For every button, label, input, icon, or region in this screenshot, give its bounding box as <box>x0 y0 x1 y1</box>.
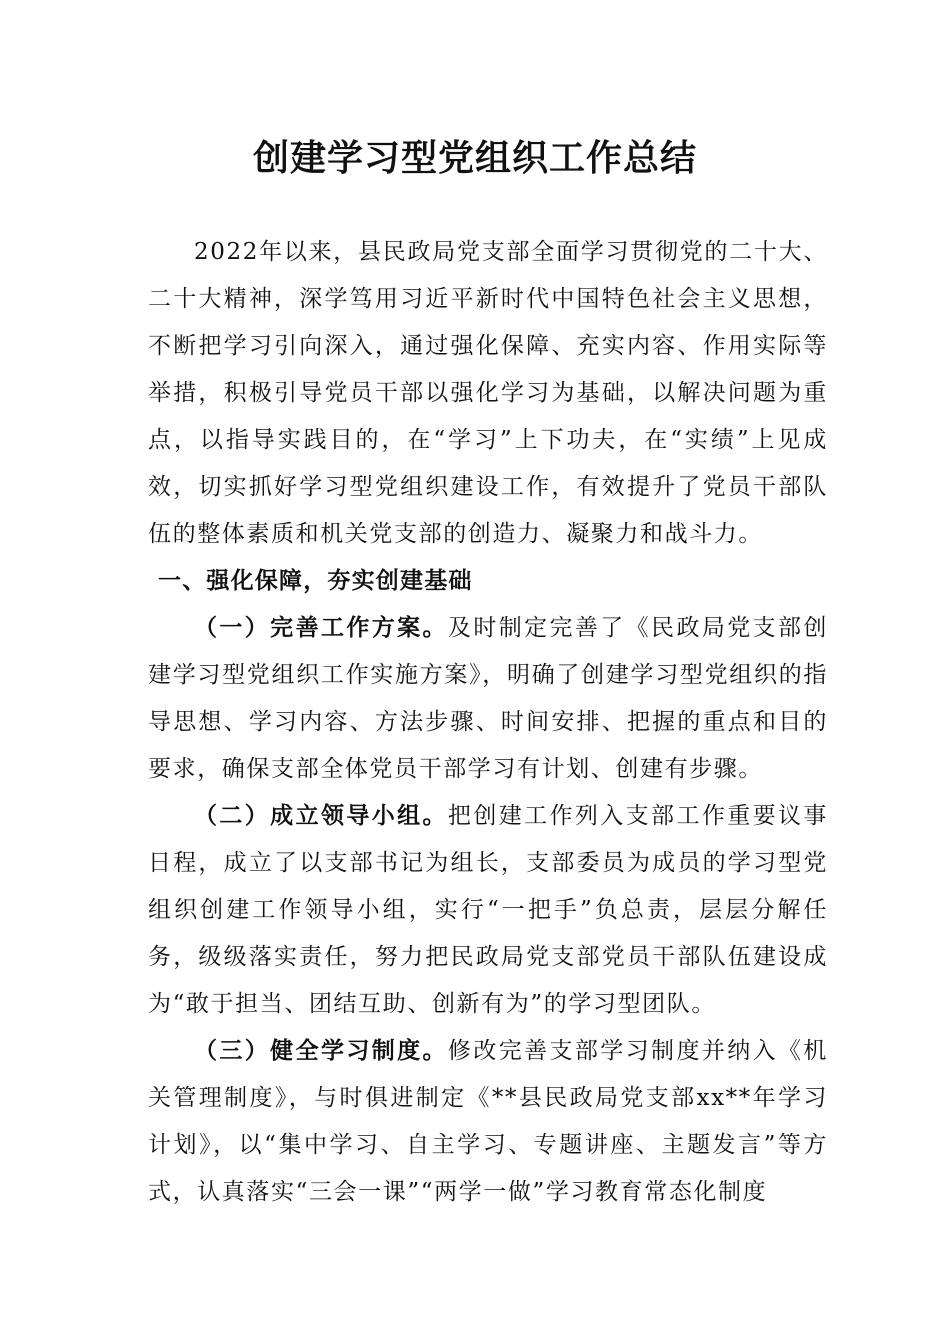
document-title: 创建学习型党组织工作总结 <box>252 137 697 179</box>
item-lead-1: （一）完善工作方案。 <box>194 615 448 641</box>
item-paragraph-1 <box>148 605 828 793</box>
intro-paragraph: 2022年以来，县民政局党支部全面学习贯彻党的二十大、二十大精神，深学笃用习近平新时代中国特色社会主义思想，不断把学习引向深入，通过强化保障、充实内容、作用实际等举措，积极引导党员干部以强化学习为基础，以解决问题为重点，以指导实践目的，在“学习”上下功夫，在“实绩”上见成效，切实抓好学习型党组织建设工作，有效提升了党员干部队伍的整体素质和机关党支部的创造力、凝聚力和战斗力。 <box>148 239 828 547</box>
document-body <box>148 229 828 1216</box>
item-paragraph-2 <box>148 793 828 1028</box>
item-text-2: 把创建工作列入支部工作重要议事日程，成立了以支部书记为组长，支部委员为成员的学习型党组织创建工作领导小组，实行“一把手”负总责，层层分解任务，级级落实责任，努力把民政局党支部党员干部队伍建设成为“敢于担当、团结互助、创新有为”的学习型团队。 <box>148 803 829 1017</box>
section-heading: 一、强化保障，夯实创建基础 <box>158 568 473 594</box>
item-lead-2: （二）成立领导小组。 <box>194 803 448 829</box>
item-paragraph-3 <box>148 1028 828 1216</box>
item-text-1: 及时制定完善了《民政局党支部创建学习型党组织工作实施方案》，明确了创建学习型党组织的指导思想、学习内容、方法步骤、时间安排、把握的重点和目的要求，确保支部全体党员干部学习有计划、创建有步骤。 <box>148 615 829 782</box>
item-text-3: 修改完善支部学习制度并纳入《机关管理制度》，与时俱进制定《**县民政局党支部xx**年学习计划》，以“集中学习、自主学习、专题讲座、主题发言”等方式，认真落实“三会一课”“两学一做”学习教育常态化制度 <box>148 1038 829 1205</box>
item-lead-3: （三）健全学习制度。 <box>194 1038 448 1064</box>
